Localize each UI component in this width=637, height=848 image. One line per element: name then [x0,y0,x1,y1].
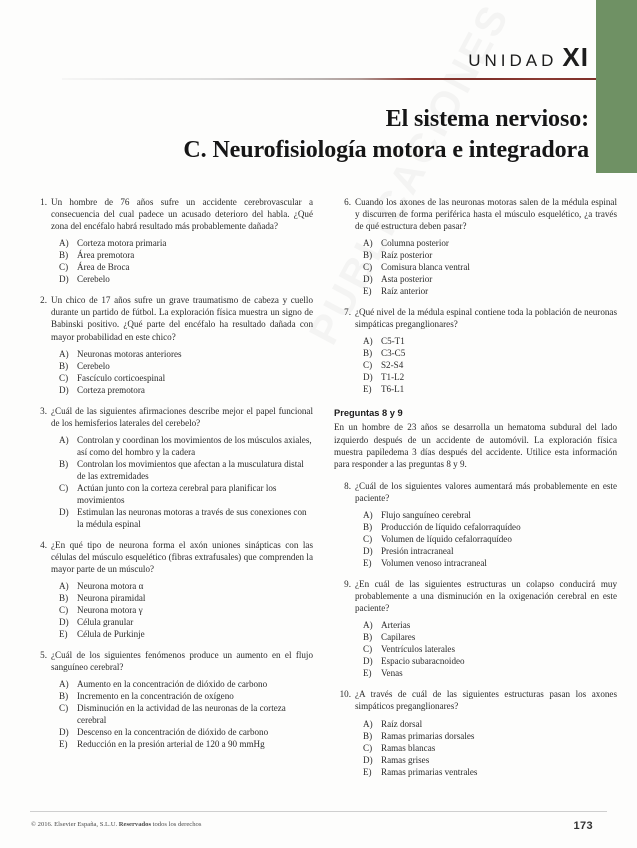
option-letter: B) [59,593,69,604]
question-stem: ¿Cuál de las siguientes afirmaciones describe mejor el papel funcional de los hemisferios laterales del cerebelo? [51,405,313,428]
option-item[interactable] [355,273,617,285]
option-text: Célula granular [77,617,134,628]
question-item [334,480,617,569]
option-text: C3-C5 [381,348,406,359]
option-text: Cerebelo [77,360,110,371]
question-body [51,405,313,530]
question-number: 7. [344,307,351,318]
question-item [334,196,617,297]
option-text: Cerebelo [77,274,110,285]
option-text: Neurona piramidal [77,593,146,604]
option-letter: C) [363,360,373,371]
option-letter: B) [59,458,69,469]
option-item[interactable] [51,580,313,592]
option-text: Actúan junto con la corteza cerebral para planificar los movimientos [77,482,277,505]
question-columns [30,196,617,787]
option-text: Controlan los movimientos que afectan a la musculatura distal de las extremidades [77,458,304,481]
question-body [355,196,617,297]
option-text: Asta posterior [381,274,433,285]
question-number: 4. [40,539,47,550]
question-number: 8. [344,480,351,491]
option-text: Neuronas motoras anteriores [77,348,182,359]
option-item[interactable] [355,718,617,730]
option-letter: B) [59,691,69,702]
question-item [30,196,313,285]
page-title-line-1: El sistema nervioso: [385,106,589,132]
option-text: Ramas primarias dorsales [381,730,475,741]
page-title-line-2: C. Neurofisiología motora e integradora [183,137,589,164]
vignette-text: En un hombre de 23 años se desarrolla un hematoma subdural del lado izquierdo después de un accidente de automóvil. La exploración física muestra papiledema 3 días después del accidente. Utilice esta información para responder a las preguntas 8 y 9. [334,422,617,469]
option-text: Capilares [381,632,416,643]
right-column [334,196,617,787]
option-text: Volumen de líquido cefalorraquídeo [381,534,512,545]
option-text: C5-T1 [381,336,405,347]
option-list [355,335,617,395]
option-letter: D) [363,546,373,557]
question-stem: ¿Qué nivel de la médula espinal contiene toda la población de neuronas simpáticas preganglionares? [355,307,617,330]
option-letter: A) [59,238,69,249]
option-text: S2-S4 [381,360,404,371]
question-number: 6. [344,197,351,207]
option-letter: E) [363,384,372,395]
question-stem: ¿En cuál de las siguientes estructuras un colapso conducirá muy probablemente a una disminución en la oxigenación cerebral en este paciente? [355,579,617,614]
question-stem: Un chico de 17 años sufre un grave traumatismo de cabeza y cuello durante un partido de fútbol. La exploración física muestra un signo de Babinski positivo. ¿Qué parte del encéfalo ha resultado dañada con mayor probabilidad en este chico? [51,295,313,342]
option-text: Neurona motora γ [77,605,143,616]
option-letter: A) [59,581,69,592]
question-body [355,480,617,569]
question-body [51,539,313,640]
option-item[interactable] [355,545,617,557]
question-body [355,578,617,679]
option-letter: C) [363,534,373,545]
option-letter: B) [59,360,69,371]
option-list [355,237,617,297]
option-list [355,509,617,569]
option-item[interactable] [51,482,313,506]
copyright-prefix: © 2016. Elsevier España, S.L.U. [31,821,119,828]
option-item[interactable] [355,730,617,742]
option-list [355,718,617,778]
copyright-suffix: todos los derechos [151,821,202,828]
option-text: Neurona motora α [77,581,144,592]
option-item[interactable] [51,592,313,604]
option-item[interactable] [51,372,313,384]
copyright-bold-word: Reservados [118,821,152,828]
option-item[interactable] [355,249,617,261]
option-letter: A) [59,348,69,359]
option-item[interactable] [51,506,313,530]
option-text: Fascículo corticoespinal [77,372,166,383]
option-item[interactable] [355,285,617,297]
option-letter: A) [363,238,373,249]
question-stem: ¿Cuál de los siguientes valores aumentará más probablemente en este paciente? [355,480,617,503]
option-text: Comisura blanca ventral [381,262,470,273]
option-list [51,434,313,530]
option-text: Área premotora [77,250,135,261]
option-item[interactable] [355,643,617,655]
unit-number: XI [562,42,589,72]
option-text: Corteza motora primaria [77,238,167,249]
option-letter: B) [363,348,373,359]
option-text: Descenso en la concentración de dióxido de carbono [77,727,269,738]
option-item[interactable] [355,261,617,273]
option-text: Ramas primarias ventrales [381,766,478,777]
question-item [30,649,313,750]
option-item[interactable] [51,384,313,396]
question-number: 9. [344,579,351,590]
option-letter: A) [363,336,373,347]
option-letter: E) [59,739,68,750]
question-stem: Cuando los axones de las neuronas motoras salen de la médula espinal y discurren de forma periférica hasta el músculo esquelético, ¿a través de qué estructura deben pasar? [355,197,617,232]
option-item[interactable] [51,738,313,750]
question-stem: ¿A través de cuál de las siguientes estructuras pasan los axones simpáticos preganglionares? [355,689,617,712]
option-item[interactable] [355,557,617,569]
option-item[interactable] [355,619,617,631]
option-letter: B) [363,730,373,741]
option-letter: C) [59,482,69,493]
option-text: Célula de Purkinje [77,629,145,640]
option-item[interactable] [51,616,313,628]
option-text: Columna posterior [381,238,449,249]
option-item[interactable] [51,261,313,273]
option-letter: C) [363,262,373,273]
option-letter: D) [363,274,373,285]
option-item[interactable] [51,726,313,738]
option-item[interactable] [355,521,617,533]
question-item [30,539,313,640]
unit-color-bar [596,0,637,173]
option-text: T1-L2 [381,372,405,383]
option-text: Corteza premotora [77,384,145,395]
option-item[interactable] [51,690,313,702]
header-divider-rule [62,78,596,80]
option-item[interactable] [51,237,313,249]
question-number: 3. [40,405,47,416]
question-item [334,578,617,679]
option-text: Raíz dorsal [381,718,423,729]
option-letter: E) [363,766,372,777]
option-text: T6-L1 [381,384,405,395]
option-text: Ramas grises [381,754,430,765]
option-letter: B) [59,250,69,261]
option-text: Aumento en la concentración de dióxido de carbono [77,679,268,690]
option-item[interactable] [355,533,617,545]
question-number: 5. [40,650,47,661]
vignette-title: Preguntas 8 y 9 [334,408,403,419]
question-body [51,196,313,285]
option-list [355,619,617,679]
option-letter: A) [59,434,69,445]
option-item[interactable] [51,273,313,285]
option-item[interactable] [51,604,313,616]
option-item[interactable] [355,655,617,667]
option-letter: E) [59,629,68,640]
question-body [355,688,617,777]
option-list [51,580,313,640]
option-text: Flujo sanguíneo cerebral [381,510,471,521]
option-letter: C) [59,372,69,383]
option-text: Arterias [381,620,411,631]
option-text: Estimulan las neuronas motoras a través de sus conexiones con la médula espinal [77,506,307,529]
option-item[interactable] [51,458,313,482]
question-number: 10. [339,689,351,700]
option-letter: C) [59,605,69,616]
option-letter: D) [59,617,69,628]
option-letter: E) [363,558,372,569]
question-item [30,294,313,395]
option-letter: D) [59,506,69,517]
option-text: Raíz posterior [381,250,433,261]
option-item[interactable] [355,237,617,249]
option-item[interactable] [355,754,617,766]
option-letter: B) [363,632,373,643]
copyright-notice [31,820,201,829]
question-stem: ¿Cuál de los siguientes fenómenos produce un aumento en el flujo sanguíneo cerebral? [51,650,313,673]
page-title [48,104,589,166]
option-item[interactable] [355,383,617,395]
left-column [30,196,313,787]
option-text: Área de Broca [77,262,130,273]
option-item[interactable] [51,249,313,261]
question-number: 1. [40,197,47,207]
option-item[interactable] [51,702,313,726]
page-number: 173 [573,820,593,832]
option-text: Ventrículos laterales [381,644,455,655]
option-letter: E) [363,286,372,297]
option-item[interactable] [355,509,617,521]
option-letter: D) [363,754,373,765]
unit-label: UNIDAD [468,51,558,70]
option-letter: A) [363,718,373,729]
option-letter: A) [59,679,69,690]
unit-header [0,42,589,73]
question-item [334,306,617,395]
option-item[interactable] [355,631,617,643]
option-text: Producción de líquido cefalorraquídeo [381,522,521,533]
option-item[interactable] [355,371,617,383]
option-text: Ramas blancas [381,742,436,753]
option-letter: C) [363,644,373,655]
question-body [51,649,313,750]
option-item[interactable] [355,667,617,679]
option-item[interactable] [51,628,313,640]
option-list [51,678,313,750]
option-item[interactable] [51,434,313,458]
option-item[interactable] [355,766,617,778]
option-text: Raíz anterior [381,286,429,297]
option-text: Controlan y coordinan los movimientos de los músculos axiales, así como del hombro y la cadera [77,434,312,457]
option-item[interactable] [355,359,617,371]
footer-divider [30,811,607,812]
option-letter: C) [363,742,373,753]
option-list [51,237,313,285]
option-letter: D) [59,384,69,395]
option-letter: E) [363,668,372,679]
option-letter: D) [59,727,69,738]
option-list [51,348,313,396]
vignette-block [334,407,617,469]
question-number: 2. [40,295,47,306]
option-text: Disminución en la actividad de las neuronas de la corteza cerebral [77,703,286,726]
option-item[interactable] [51,360,313,372]
option-item[interactable] [51,348,313,360]
option-text: Incremento en la concentración de oxígeno [77,691,234,702]
option-letter: C) [59,703,69,714]
question-body [355,306,617,395]
option-text: Presión intracraneal [381,546,454,557]
option-item[interactable] [355,742,617,754]
option-text: Espacio subaracnoideo [381,656,465,667]
question-item [30,405,313,530]
question-item [334,688,617,777]
option-letter: B) [363,522,373,533]
question-body [51,294,313,395]
question-stem: ¿En qué tipo de neurona forma el axón uniones sinápticas con las células del músculo esquelético (fibras extrafusales) que comprenden la mayor parte de un músculo? [51,539,313,575]
option-item[interactable] [355,347,617,359]
option-text: Reducción en la presión arterial de 120 a 90 mmHg [77,739,265,750]
option-letter: D) [363,656,373,667]
option-item[interactable] [51,678,313,690]
option-letter: C) [59,262,69,273]
option-letter: A) [363,620,373,631]
option-text: Volumen venoso intracraneal [381,558,487,569]
option-text: Venas [381,668,403,679]
question-stem: Un hombre de 76 años sufre un accidente cerebrovascular a consecuencia del cual padece un acusado deterioro del habla. ¿Qué zona del encéfalo habrá resultado más probablemente dañada? [51,197,313,232]
option-letter: B) [363,250,373,261]
option-letter: A) [363,510,373,521]
option-letter: D) [59,274,69,285]
option-letter: D) [363,372,373,383]
option-item[interactable] [355,335,617,347]
